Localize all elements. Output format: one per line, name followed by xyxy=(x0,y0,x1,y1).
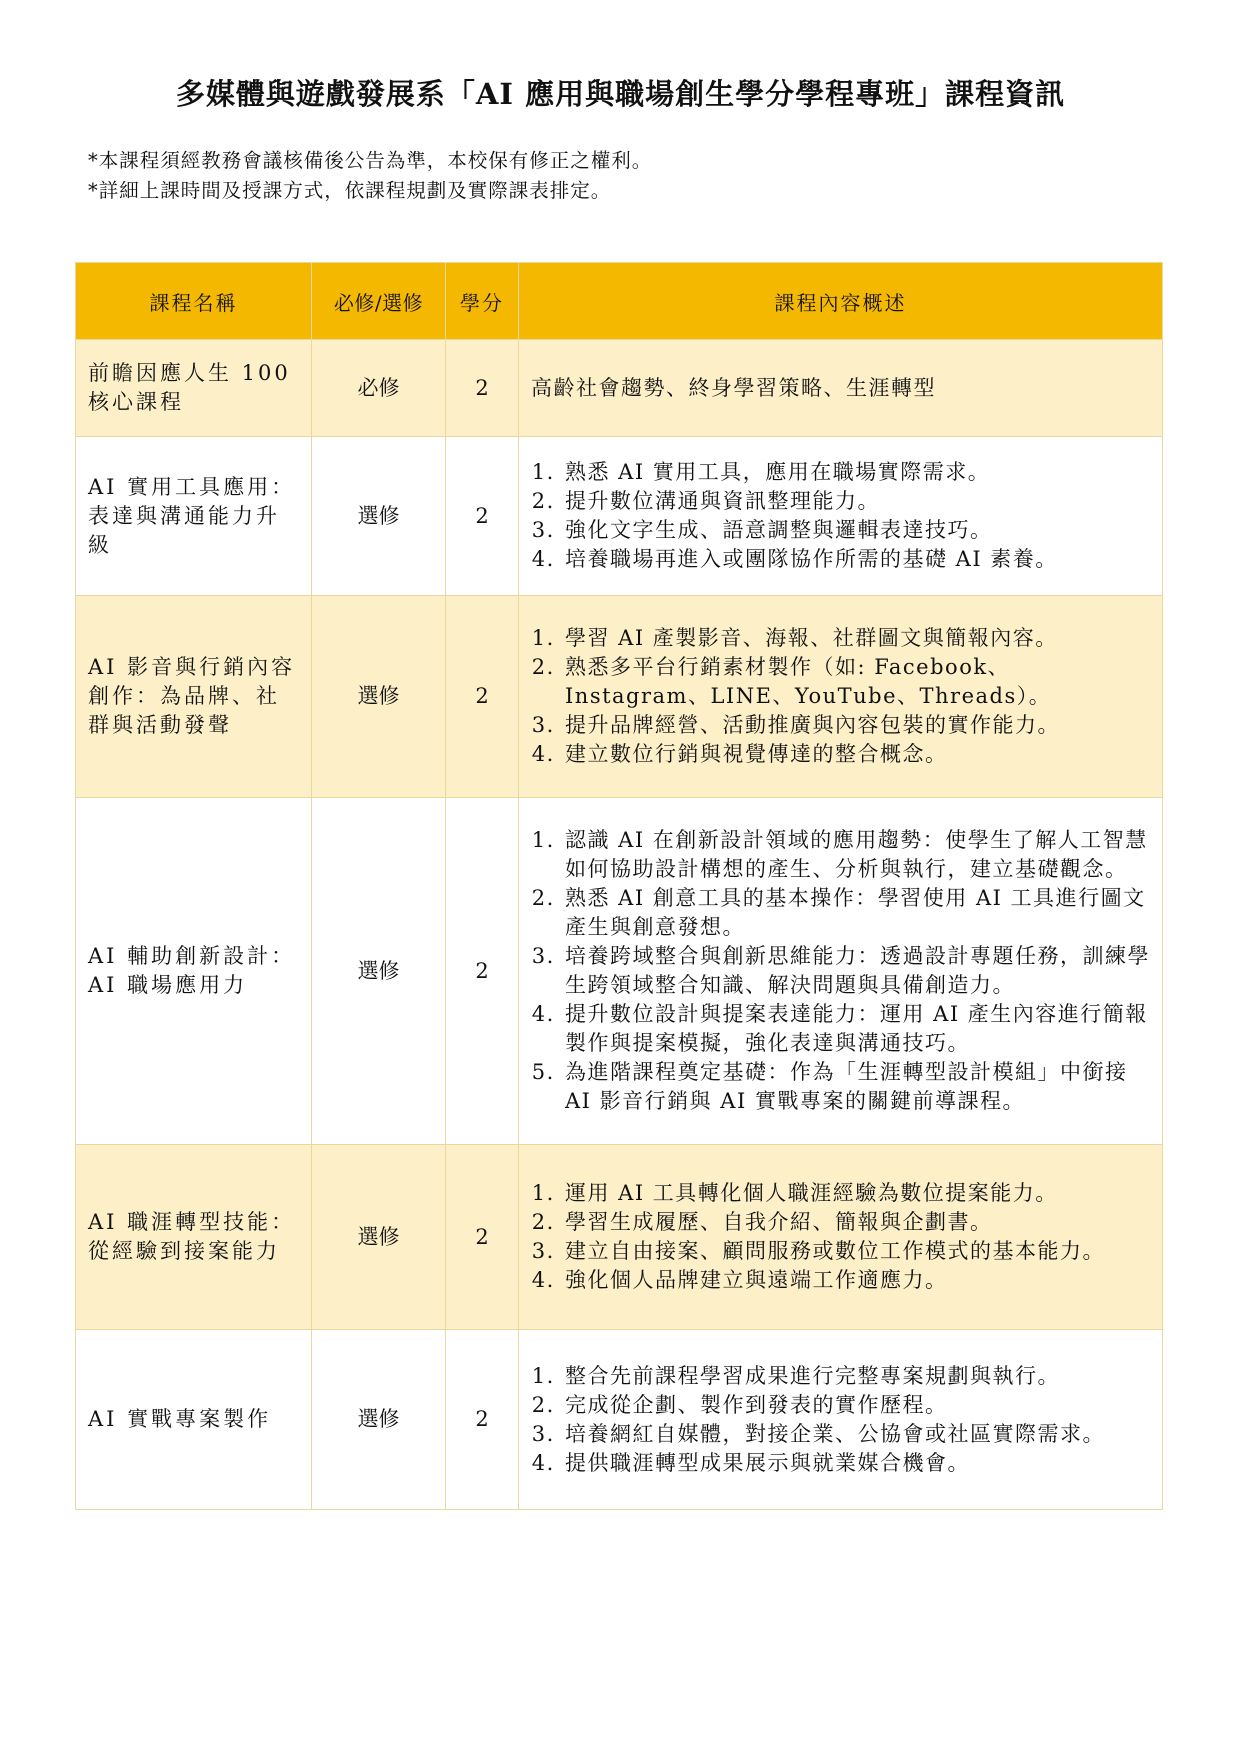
header-description: 課程內容概述 xyxy=(519,263,1163,340)
credits: 2 xyxy=(446,1330,519,1510)
course-description xyxy=(519,798,1163,1145)
required-type: 選修 xyxy=(312,798,446,1145)
course-description xyxy=(519,1330,1163,1510)
course-table xyxy=(75,262,1163,1510)
page-title: 多媒體與遊戲發展系「AI 應用與職場創生學分學程專班」課程資訊 xyxy=(175,77,1066,111)
credits: 2 xyxy=(446,1145,519,1330)
table-row xyxy=(76,340,1163,437)
course-description xyxy=(519,340,1163,437)
description-item: 3. 培養跨域整合與創新思維能力：透過設計專題任務，訓練學生跨領域整合知識、解決問題與具備創造力。 xyxy=(563,942,1152,1000)
description-item: 1. 學習 AI 產製影音、海報、社群圖文與簡報內容。 xyxy=(563,624,1152,653)
course-name: AI 輔助創新設計：AI 職場應用力 xyxy=(76,798,312,1145)
description-item: 4. 強化個人品牌建立與遠端工作適應力。 xyxy=(563,1266,1152,1295)
required-type: 選修 xyxy=(312,1145,446,1330)
table-header-row xyxy=(76,263,1163,340)
table-row xyxy=(76,1145,1163,1330)
description-item: 3. 建立自由接案、顧問服務或數位工作模式的基本能力。 xyxy=(563,1237,1152,1266)
required-type: 選修 xyxy=(312,1330,446,1510)
course-name: AI 影音與行銷內容創作：為品牌、社群與活動發聲 xyxy=(76,596,312,798)
note-line: *本課程須經教務會議核備後公告為準，本校保有修正之權利。 xyxy=(88,149,653,172)
description-item: 3. 強化文字生成、語意調整與邏輯表達技巧。 xyxy=(563,516,1152,545)
required-type: 選修 xyxy=(312,437,446,596)
header-credits: 學分 xyxy=(446,263,519,340)
description-item: 4. 提升數位設計與提案表達能力：運用 AI 產生內容進行簡報製作與提案模擬，強化表達與溝通技巧。 xyxy=(563,1000,1152,1058)
description-item: 3. 提升品牌經營、活動推廣與內容包裝的實作能力。 xyxy=(563,711,1152,740)
description-item: 1. 熟悉 AI 實用工具，應用在職場實際需求。 xyxy=(563,458,1152,487)
description-summary: 高齡社會趨勢、終身學習策略、生涯轉型 xyxy=(531,375,936,400)
note-line: *詳細上課時間及授課方式，依課程規劃及實際課表排定。 xyxy=(88,179,612,202)
table-row xyxy=(76,437,1163,596)
table-row xyxy=(76,1330,1163,1510)
description-item: 4. 建立數位行銷與視覺傳達的整合概念。 xyxy=(563,740,1152,769)
course-name: AI 職涯轉型技能：從經驗到接案能力 xyxy=(76,1145,312,1330)
credits: 2 xyxy=(446,437,519,596)
notes xyxy=(88,146,652,206)
course-name: AI 實戰專案製作 xyxy=(76,1330,312,1510)
course-name: 前瞻因應人生 100 核心課程 xyxy=(76,340,312,437)
description-list xyxy=(531,458,1152,574)
course-description xyxy=(519,596,1163,798)
description-item: 2. 熟悉多平台行銷素材製作（如: Facebook、Instagram、LINE、YouTube、Threads）。 xyxy=(563,653,1152,711)
description-item: 2. 學習生成履歷、自我介紹、簡報與企劃書。 xyxy=(563,1208,1152,1237)
description-item: 2. 提升數位溝通與資訊整理能力。 xyxy=(563,487,1152,516)
credits: 2 xyxy=(446,798,519,1145)
course-description xyxy=(519,437,1163,596)
description-item: 5. 為進階課程奠定基礎：作為「生涯轉型設計模組」中銜接 AI 影音行銷與 AI 實戰專案的關鍵前導課程。 xyxy=(563,1058,1152,1116)
course-description xyxy=(519,1145,1163,1330)
table-row xyxy=(76,798,1163,1145)
description-item: 1. 整合先前課程學習成果進行完整專案規劃與執行。 xyxy=(563,1362,1152,1391)
description-item: 4. 培養職場再進入或團隊協作所需的基礎 AI 素養。 xyxy=(563,545,1152,574)
credits: 2 xyxy=(446,340,519,437)
description-item: 2. 熟悉 AI 創意工具的基本操作：學習使用 AI 工具進行圖文產生與創意發想。 xyxy=(563,884,1152,942)
description-list xyxy=(531,826,1152,1116)
table-body xyxy=(76,340,1163,1510)
description-list xyxy=(531,1362,1152,1478)
description-item: 1. 運用 AI 工具轉化個人職涯經驗為數位提案能力。 xyxy=(563,1179,1152,1208)
description-item: 4. 提供職涯轉型成果展示與就業媒合機會。 xyxy=(563,1449,1152,1478)
description-item: 3. 培養網紅自媒體，對接企業、公協會或社區實際需求。 xyxy=(563,1420,1152,1449)
header-course-name: 課程名稱 xyxy=(76,263,312,340)
required-type: 選修 xyxy=(312,596,446,798)
credits: 2 xyxy=(446,596,519,798)
description-item: 2. 完成從企劃、製作到發表的實作歷程。 xyxy=(563,1391,1152,1420)
description-list xyxy=(531,1179,1152,1295)
description-item: 1. 認識 AI 在創新設計領域的應用趨勢：使學生了解人工智慧如何協助設計構想的產生、分析與執行，建立基礎觀念。 xyxy=(563,826,1152,884)
description-list xyxy=(531,624,1152,769)
required-type: 必修 xyxy=(312,340,446,437)
table-row xyxy=(76,596,1163,798)
header-required: 必修/選修 xyxy=(312,263,446,340)
course-name: AI 實用工具應用：表達與溝通能力升級 xyxy=(76,437,312,596)
